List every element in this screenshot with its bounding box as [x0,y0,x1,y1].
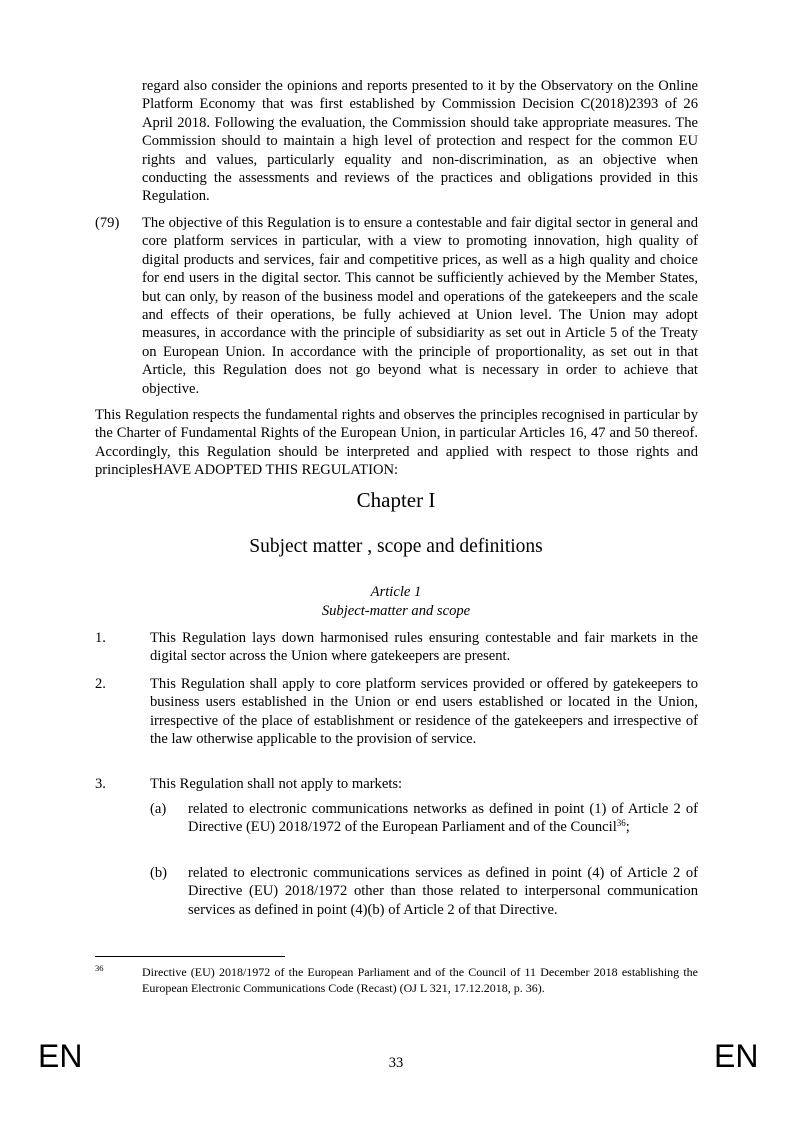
point-a-label: (a) [150,801,167,817]
footnote-reference[interactable]: 36 [616,818,626,829]
recital-79-text: The objective of this Regulation is to ensure a contestable and fair digital sector in general and core platform services in particular, with a view to promoting innovation, high quality of digital products and services, fair and competitive prices, as well as a high quality and choice for end users in the digital sector. This cannot be sufficiently achieved by the Member States, but can only, by reason of the business model and operations of the gatekeepers and the scale and effects of their operations, be fully achieved at Union level. The Union may adopt measures, in accordance with the principle of subsidiarity as set out in Article 5 of the Treaty on European Union. In accordance with the principle of proportionality, as set out in that Article, this Regulation does not go beyond what is necessary in order to achieve that objective. [142,215,698,397]
point-a-suffix: ; [625,819,630,836]
recital-78-continuation: regard also consider the opinions and reports presented to it by the Observatory on the Online Platform Economy that was first established by Commission Decision C(2018)2393 of 26 April 2018. Following the evaluation, the Commission should take appropriate measures. The Commission should to maintain a high level of protection and respect for the common EU rights and values, particularly equality and non-discrimination, as an objective when conducting the assessments and reviews of the practices and obligations provided in this Regulation. [142,78,698,205]
chapter-subtitle: Subject matter , scope and definitions [249,536,543,557]
paragraph-1-text: This Regulation lays down harmonised rules ensuring contestable and fair markets in the digital sector across the Union where gatekeepers are present. [150,630,698,665]
language-code-left: EN [38,1038,83,1074]
chapter-title: Chapter I [356,488,436,512]
paragraph-1-number: 1. [95,630,106,646]
recital-79-number: (79) [95,215,120,231]
closing-statement: This Regulation respects the fundamental rights and observes the principles recognised in particular by the Charter of Fundamental Rights of the European Union, in particular Articles 16, 47 and 50 thereof. Accordingly, this Regulation should be interpreted and applied with respect to those rights and principlesHAVE ADOPTED THIS REGULATION: [95,407,698,479]
page-number: 33 [388,1055,404,1071]
paragraph-2-number: 2. [95,676,106,692]
article-number: Article 1 [370,584,422,600]
paragraph-3-number: 3. [95,776,106,792]
point-b-text: related to electronic communications services as defined in point (4) of Article 2 of Directive (EU) 2018/1972 other than those related to interpersonal communication services as defined in point (4)(b) of Article 2 of that Directive. [188,865,698,918]
paragraph-2-text: This Regulation shall apply to core platform services provided or offered by gatekeepers to business users established in the Union or end users established or located in the Union, irrespective of the place of establishment or residence of the gatekeepers and irrespective of the law otherwise applicable to the provision of service. [150,676,698,748]
footnote-separator [95,956,285,957]
footnote-text: Directive (EU) 2018/1972 of the European Parliament and of the Council of 11 December 2018 establishing the European Electronic Communications Code (Recast) (OJ L 321, 17.12.2018, p. 36). [142,965,698,995]
paragraph-3-text: This Regulation shall not apply to markets: [150,776,403,792]
point-a-body: related to electronic communications networks as defined in point (1) of Article 2 of Directive (EU) 2018/1972 of the European Parliament and of the Council [188,801,698,836]
language-code-right: EN [714,1038,759,1074]
article-title: Subject-matter and scope [321,603,471,619]
point-b-label: (b) [150,865,168,881]
footnote-number: 36 [95,963,104,973]
point-a-text [188,800,698,837]
